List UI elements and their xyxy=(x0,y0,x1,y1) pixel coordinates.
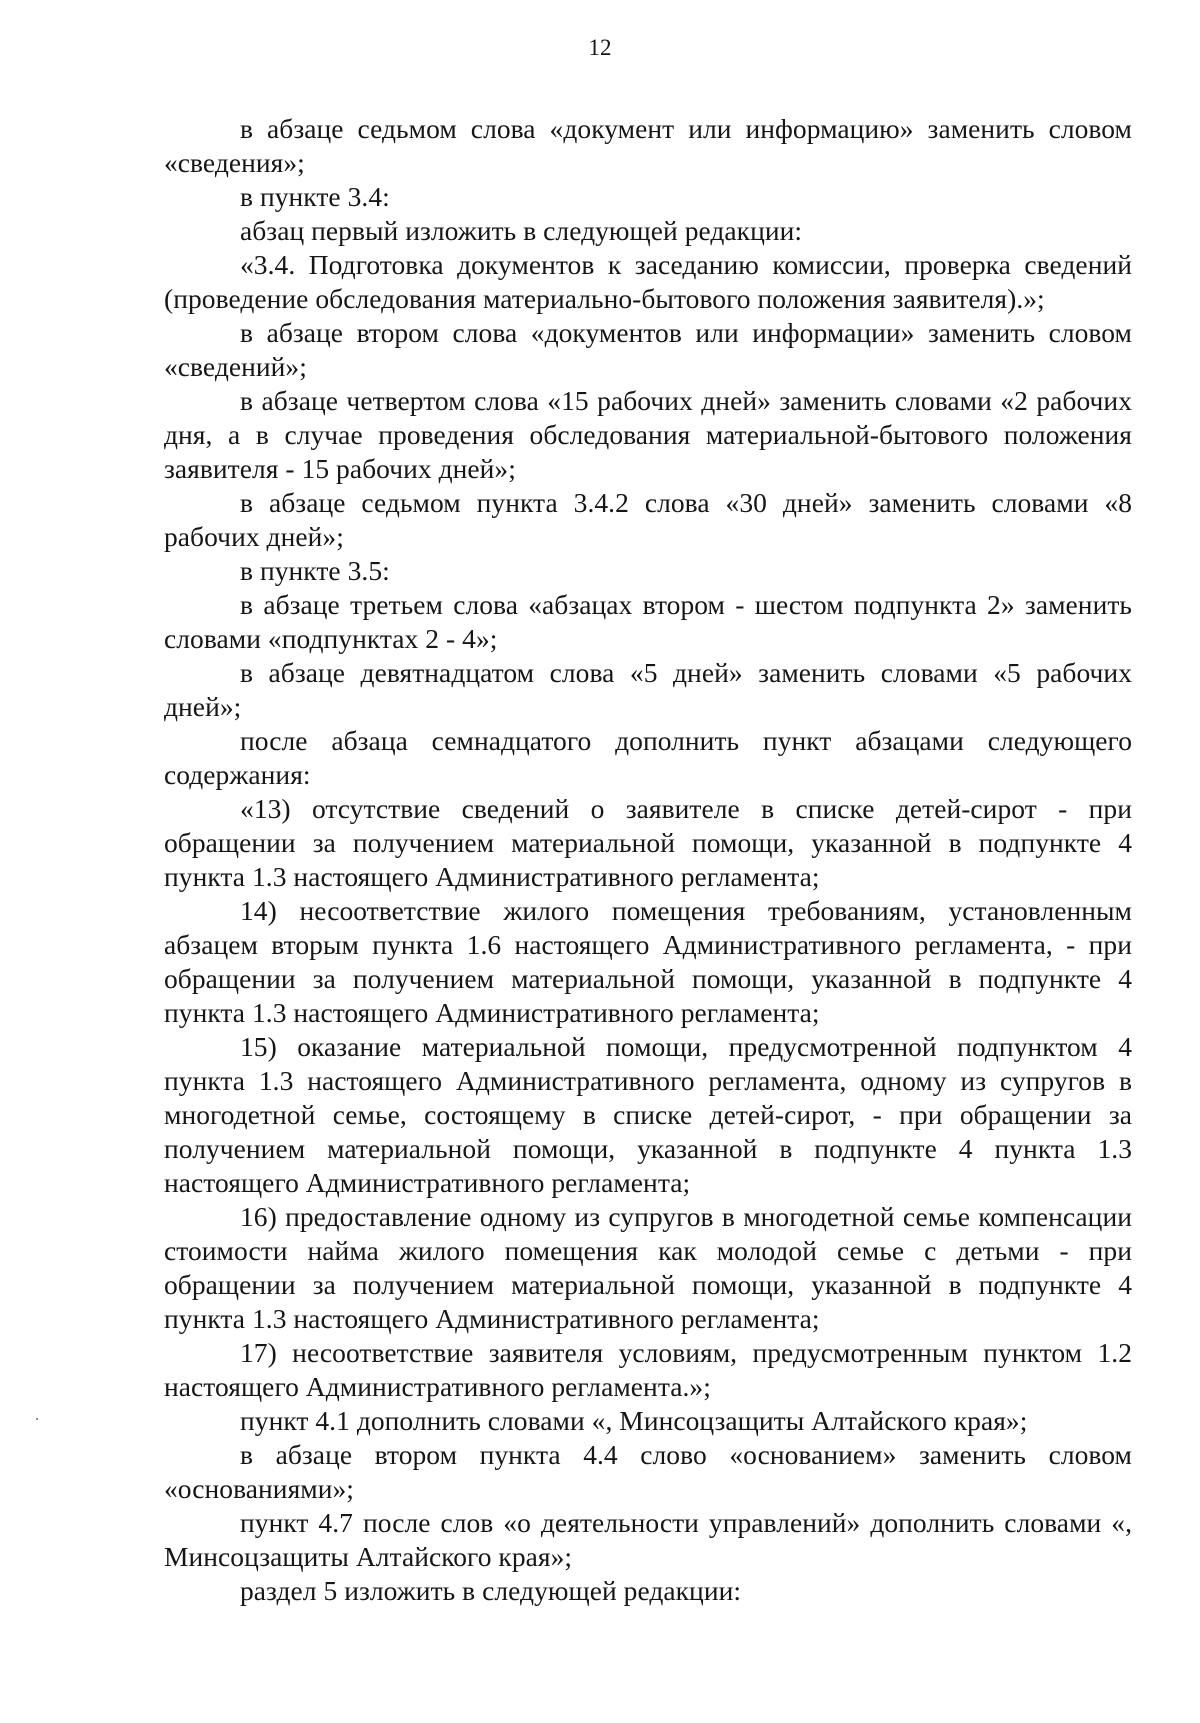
paragraph: «13) отсутствие сведений о заявителе в списке детей-сирот - при обращении за получением материальной помощи, указанной в подпункте 4 пункта 1.3 настоящего Административного регламента; xyxy=(164,793,1132,892)
paragraph: «3.4. Подготовка документов к заседанию комиссии, проверка сведений (проведение обследования материально-бытового положения заявителя).»; xyxy=(164,249,1132,314)
paragraph: 16) предоставление одному из супругов в многодетной семье компенсации стоимости найма жилого помещения как молодой семье с детьми - при обращении за получением материальной помощи, указанной в подпункте 4 пункта 1.3 настоящего Административного регламента; xyxy=(164,1201,1132,1334)
paragraph: после абзаца семнадцатого дополнить пункт абзацами следующего содержания: xyxy=(164,725,1132,790)
paragraph: в пункте 3.5: xyxy=(240,555,390,586)
paragraph: в пункте 3.4: xyxy=(240,181,390,212)
paragraph: абзац первый изложить в следующей редакции: xyxy=(240,215,803,246)
paragraph: 17) несоответствие заявителя условиям, предусмотренным пунктом 1.2 настоящего Административного регламента.»; xyxy=(164,1337,1132,1402)
scan-speck xyxy=(36,1418,38,1420)
paragraph: в абзаце четвертом слова «15 рабочих дней» заменить словами «2 рабочих дня, а в случае проведения обследования материальной-бытового положения заявителя - 15 рабочих дней»; xyxy=(164,385,1132,484)
paragraph: пункт 4.1 дополнить словами «, Минсоцзащиты Алтайского края»; xyxy=(240,1405,1028,1436)
paragraph: в абзаце втором слова «документов или информации» заменить словом «сведений»; xyxy=(164,317,1132,382)
paragraph: раздел 5 изложить в следующей редакции: xyxy=(240,1575,742,1606)
paragraph: в абзаце седьмом слова «документ или информацию» заменить словом «сведения»; xyxy=(164,113,1132,178)
paragraph: 14) несоответствие жилого помещения требованиям, установленным абзацем вторым пункта 1.6 настоящего Административного регламента, - при обращении за получением материальной помощи, указанной в подпункте 4 пункта 1.3 настоящего Административного регламента; xyxy=(164,895,1132,1028)
paragraph: в абзаце втором пункта 4.4 слово «основанием» заменить словом «основаниями»; xyxy=(164,1439,1132,1504)
paragraph: в абзаце седьмом пункта 3.4.2 слова «30 дней» заменить словами «8 рабочих дней»; xyxy=(164,487,1132,552)
document-body xyxy=(164,112,1132,1608)
paragraph: 15) оказание материальной помощи, предусмотренной подпунктом 4 пункта 1.3 настоящего Административного регламента, одному из супругов в многодетной семье, состоящему в списке детей-сирот, - при обращении за получением материальной помощи, указанной в подпункте 4 пункта 1.3 настоящего Административного регламента; xyxy=(164,1031,1132,1198)
paragraph: в абзаце девятнадцатом слова «5 дней» заменить словами «5 рабочих дней»; xyxy=(164,657,1132,722)
paragraph: в абзаце третьем слова «абзацах втором - шестом подпункта 2» заменить словами «подпунктах 2 - 4»; xyxy=(164,589,1132,654)
page-number: 12 xyxy=(588,35,612,60)
paragraph: пункт 4.7 после слов «о деятельности управлений» дополнить словами «, Минсоцзащиты Алтайского края»; xyxy=(164,1507,1132,1572)
